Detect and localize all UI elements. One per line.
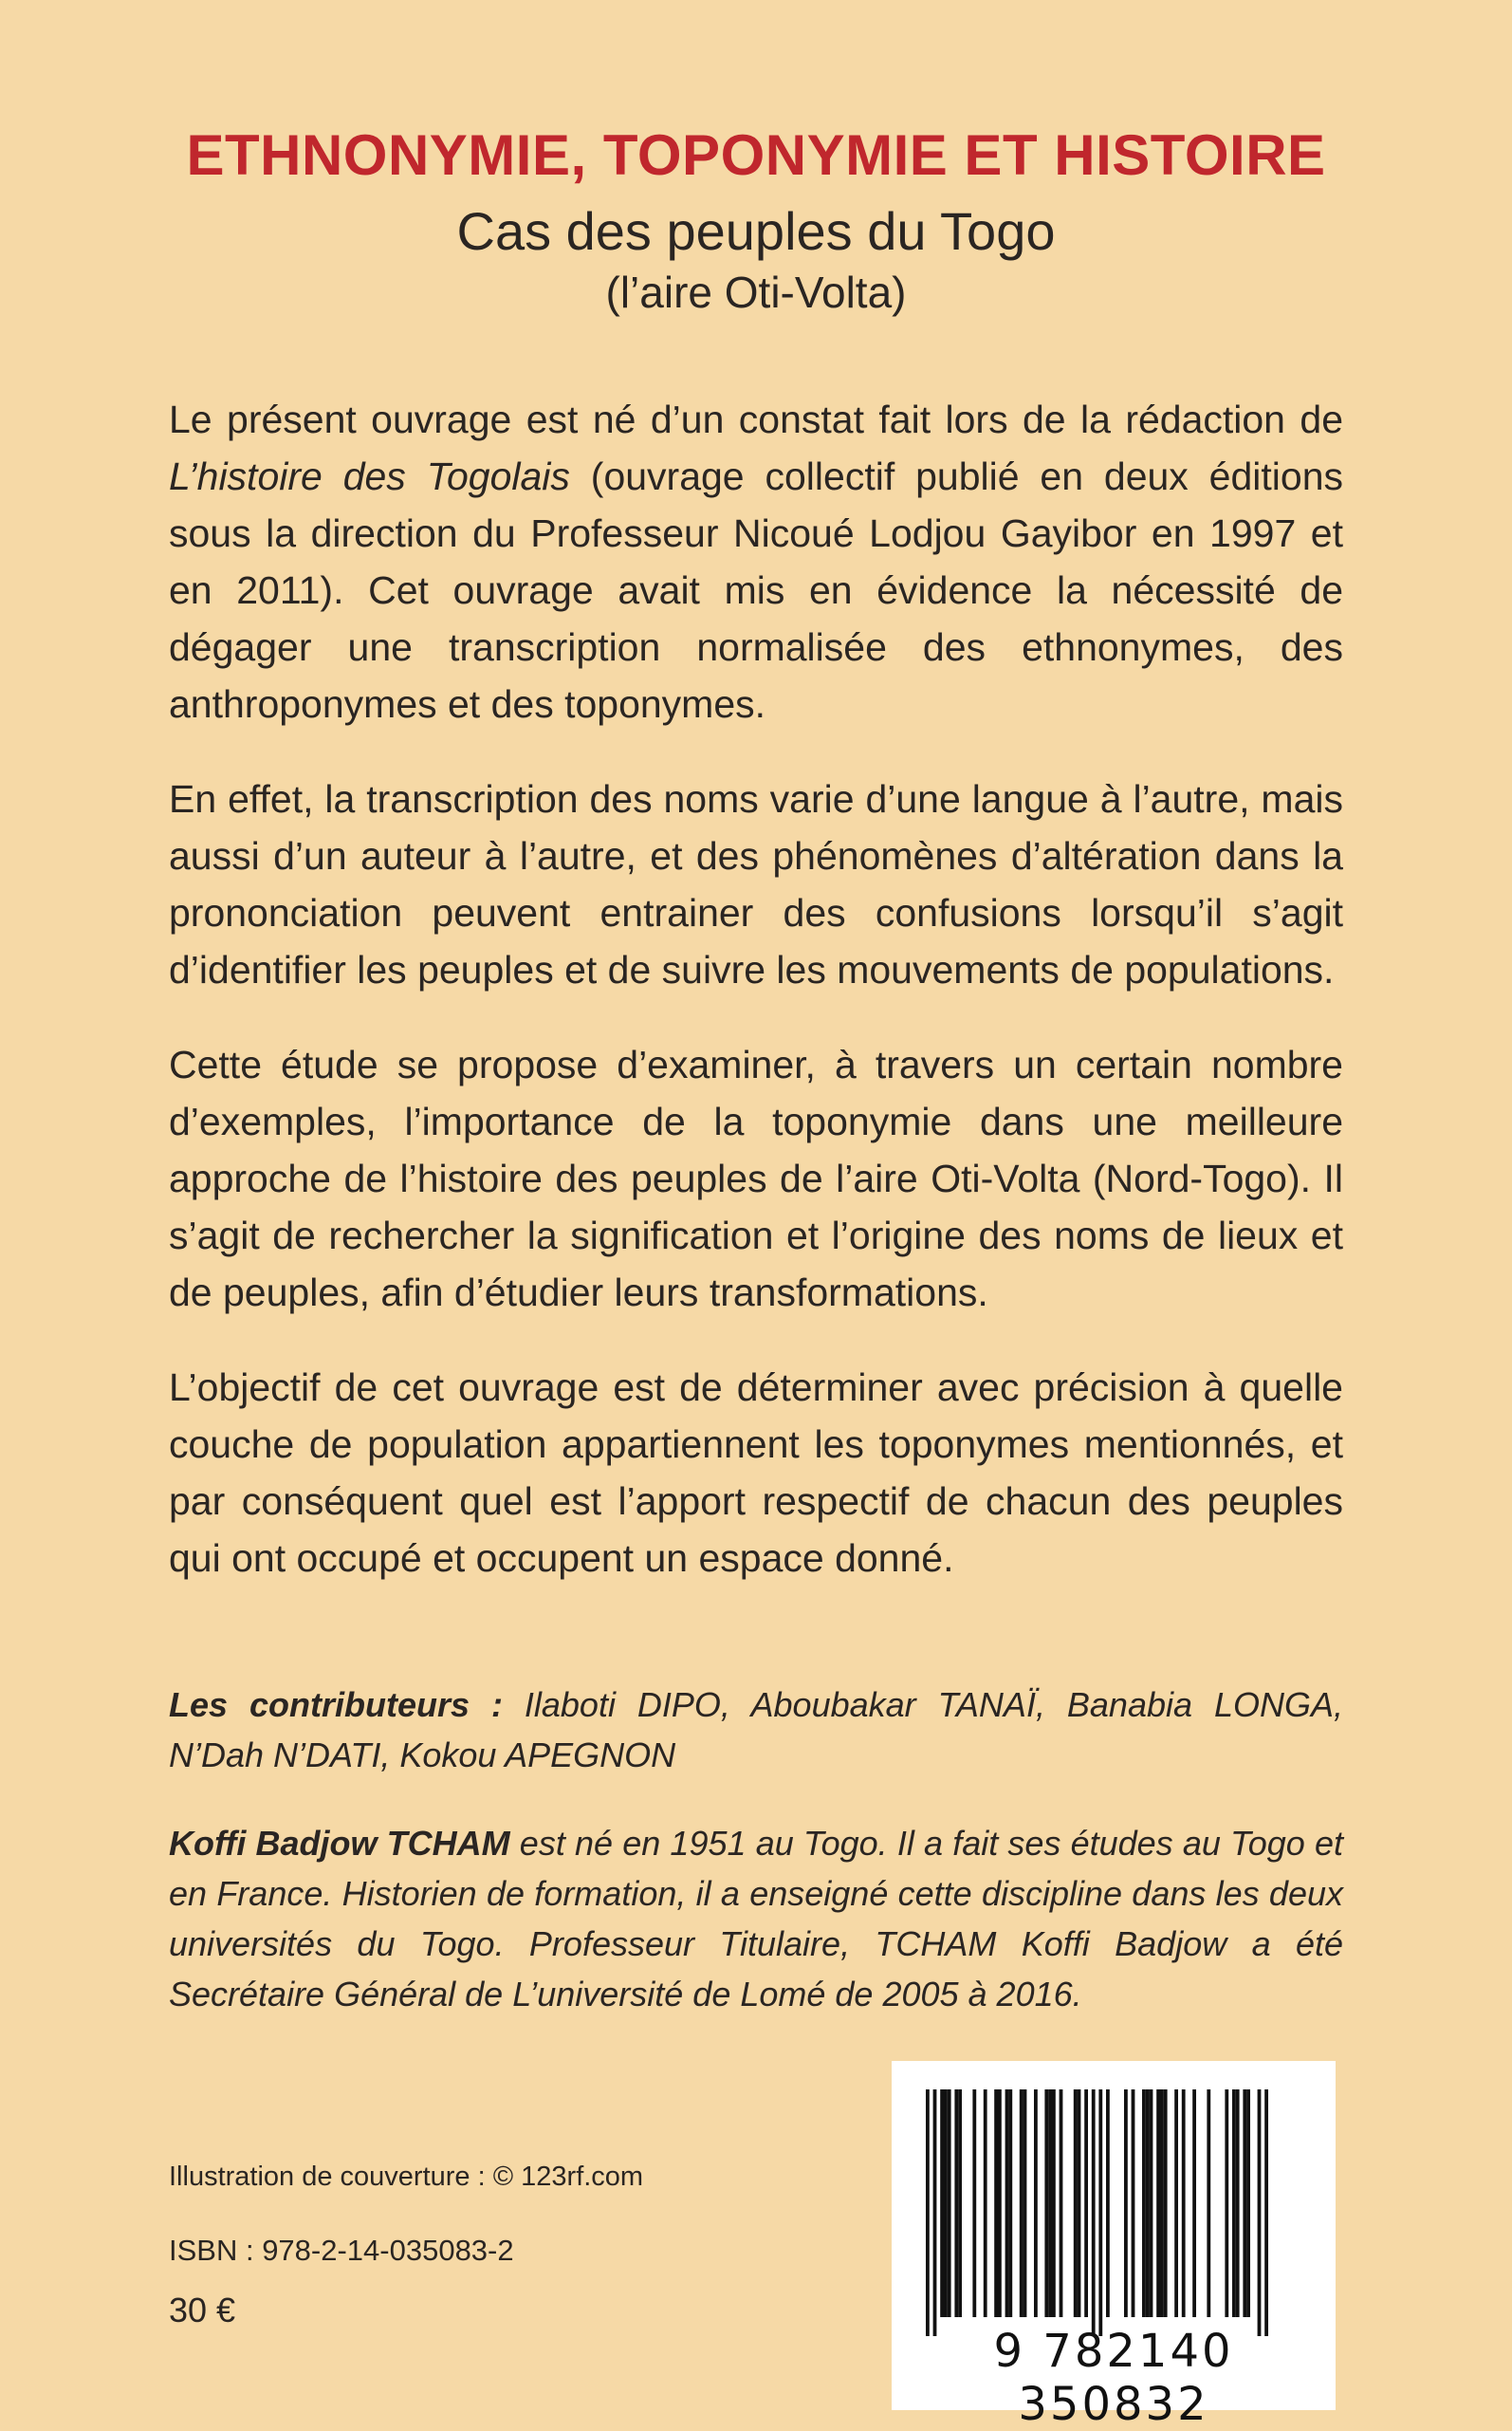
barcode-bar	[1098, 2089, 1102, 2336]
p1-end: (ouvrage collectif publié en deux éditions sous la direction du Professeur Nicoué Lodjou Gayibor en 1997 et en 2011). Cet ouvrage avait mis en évidence la nécessité de dégager une transcription normalisée des ethnonymes, des anthroponymes et des toponymes.	[169, 455, 1343, 726]
barcode-bar	[1182, 2089, 1186, 2317]
barcode-bar	[1048, 2089, 1052, 2317]
barcode-bar	[1232, 2089, 1236, 2317]
author-bio-text: est né en 1951 au Togo. Il a fait ses études au Togo et en France. Historien de formation, il a enseigné cette discipline dans les deux universités du Togo. Professeur Titulaire, TCHAM Koffi Badjow a été Secrétaire Général de L’université de Lomé de 2005 à 2016.	[169, 1824, 1343, 2013]
barcode-bar	[948, 2089, 951, 2317]
barcode-bar	[954, 2089, 958, 2317]
summary-text	[169, 391, 1343, 1624]
barcode-bar	[1160, 2089, 1164, 2317]
barcode-bar	[1243, 2089, 1246, 2317]
author-bio	[169, 1818, 1343, 2019]
barcode-bar	[984, 2089, 987, 2317]
barcode-bar	[1142, 2089, 1146, 2317]
contributors-label: Les contributeurs :	[169, 1685, 503, 1724]
summary-paragraph-1	[169, 391, 1343, 733]
barcode-bar	[972, 2089, 976, 2317]
barcode-bar	[1258, 2089, 1262, 2336]
isbn: ISBN : 978-2-14-035083-2	[169, 2234, 514, 2267]
barcode-bar	[933, 2089, 937, 2336]
barcode-bar	[1074, 2089, 1078, 2317]
barcode-bar	[1008, 2089, 1012, 2317]
summary-paragraph-4: L’objectif de cet ouvrage est de déterminer avec précision à quelle couche de population appartiennent les toponymes mentionnés, et par conséquent quel est l’apport respectif de chacun des peuples qui ont occupé et occupent un espace donné.	[169, 1365, 1343, 1580]
price: 30 €	[169, 2291, 236, 2329]
barcode-bar	[1192, 2089, 1196, 2317]
barcode-bars	[892, 2061, 1336, 2336]
barcode-bar	[1246, 2089, 1250, 2317]
contributors-names: Ilaboti DIPO, Aboubakar TANAÏ, Banabia LONGA, N’Dah N’DATI, Kokou APEGNON	[169, 1685, 1343, 1774]
barcode-bar	[1005, 2089, 1009, 2317]
summary-paragraph-3: Cette étude se propose d’examiner, à travers un certain nombre d’exemples, l’importance de la toponymie dans une meilleure approche de l’histoire des peuples de l’aire Oti-Volta (Nord-Togo). Il s’agit de rechercher la signification et l’origine des noms de lieux et de peuples, afin d’étudier leurs transformations.	[169, 1043, 1343, 1314]
barcode-bar	[1146, 2089, 1150, 2317]
barcode-bar	[994, 2089, 998, 2317]
barcode	[892, 2061, 1336, 2431]
summary-paragraph-2: En effet, la transcription des noms varie d’une langue à l’autre, mais aussi d’un auteur à l’autre, et des phénomènes d’altération dans la prononciation peuvent entrainer des confusions lorsqu’il s’agit d’identifier les peuples et de suivre les mouvements de populations.	[169, 777, 1343, 992]
barcode-bar	[1044, 2089, 1048, 2317]
book-title: ETHNONYMIE, TOPONYMIE ET HISTOIRE	[186, 123, 1326, 187]
barcode-bar	[1264, 2089, 1268, 2336]
barcode-bar	[998, 2089, 1002, 2317]
contributors-line	[169, 1679, 1343, 1780]
barcode-bar	[1092, 2089, 1096, 2336]
barcode-bar	[1236, 2089, 1240, 2317]
barcode-bar	[1150, 2089, 1153, 2317]
barcode-bar	[1156, 2089, 1160, 2317]
barcode-digits: 9 782140 350832	[993, 2325, 1234, 2431]
illustration-credit: Illustration de couverture : © 123rf.com	[169, 2162, 644, 2192]
barcode-bar	[1164, 2089, 1168, 2317]
barcode-bar	[1060, 2089, 1063, 2317]
credits-section	[169, 1679, 1343, 2057]
barcode-bar	[1207, 2089, 1210, 2317]
book-subtitle: Cas des peuples du Togo	[456, 201, 1056, 261]
p1-start: Le présent ouvrage est né d’un constat fait lors de la rédaction de	[169, 398, 1343, 441]
barcode-bar	[944, 2089, 948, 2317]
barcode-bar	[1023, 2089, 1027, 2317]
barcode-bar	[1078, 2089, 1081, 2317]
book-subtitle-region: (l’aire Oti-Volta)	[605, 268, 907, 317]
author-name: Koffi Badjow TCHAM	[169, 1824, 510, 1863]
barcode-bar	[1084, 2089, 1088, 2317]
barcode-bar	[1132, 2089, 1135, 2317]
barcode-bar	[1124, 2089, 1128, 2317]
barcode-bar	[1020, 2089, 1023, 2317]
barcode-bar	[1225, 2089, 1228, 2317]
barcode-bar	[1174, 2089, 1178, 2317]
barcode-bar	[958, 2089, 962, 2317]
barcode-bar	[1034, 2089, 1038, 2317]
barcode-bar	[926, 2089, 930, 2336]
barcode-bar	[1052, 2089, 1056, 2317]
barcode-bar	[940, 2089, 944, 2317]
barcode-bar	[1106, 2089, 1110, 2317]
p1-book-reference: L’histoire des Togolais	[169, 455, 570, 498]
